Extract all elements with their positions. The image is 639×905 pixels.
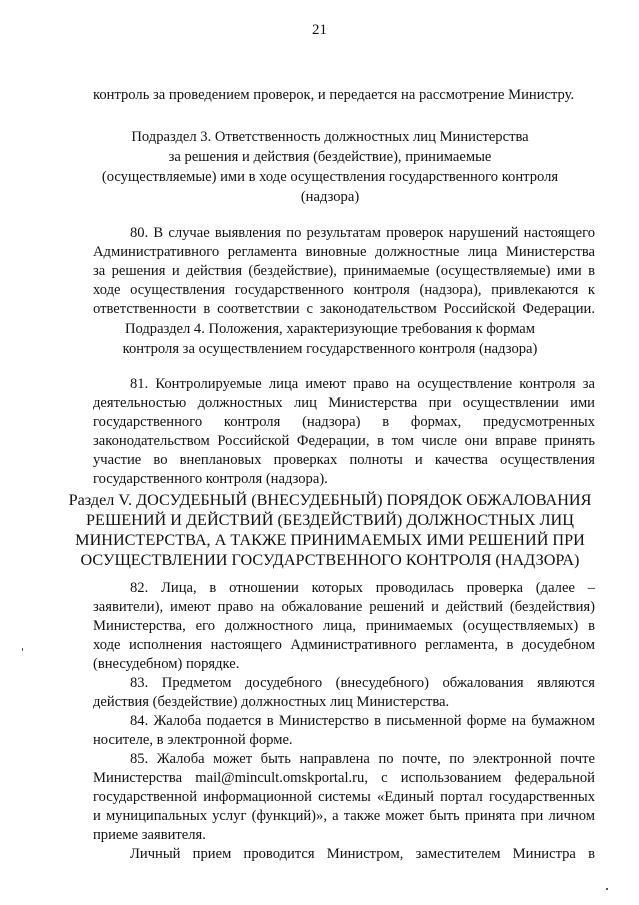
paragraph-line: Административного регламента виновные должностные лица Министерства bbox=[93, 244, 595, 260]
heading-line: Подраздел 4. Положения, характеризующие требования к формам bbox=[124, 321, 536, 337]
paragraph-line: (внесудебном) порядке. bbox=[93, 656, 240, 672]
heading-line: за решения и действия (бездействие), принимаемые bbox=[168, 149, 492, 165]
paragraph-line: ответственности в соответствии с законодательством Российской Федерации. bbox=[93, 301, 595, 317]
section-heading-line: РЕШЕНИЙ И ДЕЙСТВИЙ (БЕЗДЕЙСТВИЙ) ДОЛЖНОСТНЫХ ЛИЦ bbox=[86, 511, 574, 529]
paragraph-line: государственной информационной системы «Единый портал государственных bbox=[93, 789, 595, 805]
paragraph-line: 85. Жалоба может быть направлена по почте, по электронной почте bbox=[130, 751, 595, 767]
paragraph-line: заявители), имеют право на обжалование решений и действий (бездействия) bbox=[93, 599, 595, 615]
paragraph-line: 82. Лица, в отношении которых проводилась проверка (далее – bbox=[130, 580, 595, 596]
intro-line: контроль за проведением проверок, и передается на рассмотрение Министру. bbox=[93, 87, 575, 103]
paragraph-line: Министерства mail@mincult.omskportal.ru, с использованием федеральной bbox=[93, 770, 595, 786]
paragraph-line: Министерства, его должностного лица, принимаемых (осуществляемых) в bbox=[93, 618, 595, 634]
section-heading-line: ОСУЩЕСТВЛЕНИИ ГОСУДАРСТВЕННОГО КОНТРОЛЯ (НАДЗОРА) bbox=[80, 551, 580, 569]
scan-speck bbox=[22, 648, 23, 651]
heading-line: (осуществляемые) ими в ходе осуществления государственного контроля bbox=[101, 169, 559, 185]
paragraph-line: участие во внеплановых проверках полноты и качества осуществления bbox=[93, 452, 595, 468]
paragraph-line: государственного контроля (надзора) в формах, предусмотренных bbox=[93, 414, 595, 430]
paragraph-line: 84. Жалоба подается в Министерство в письменной форме на бумажном bbox=[130, 713, 595, 729]
paragraph-line: за решения и действия (бездействие), принимаемые (осуществляемые) ими в bbox=[93, 263, 595, 279]
scan-speck bbox=[606, 888, 608, 890]
section-heading-line: МИНИСТЕРСТВА, А ТАКЖЕ ПРИНИМАЕМЫХ ИМИ РЕШЕНИЙ ПРИ bbox=[75, 531, 585, 549]
paragraph-line: Личный прием проводится Министром, заместителем Министра в bbox=[130, 846, 595, 862]
heading-line: (надзора) bbox=[300, 189, 360, 205]
section-heading-line: Раздел V. ДОСУДЕБНЫЙ (ВНЕСУДЕБНЫЙ) ПОРЯДОК ОБЖАЛОВАНИЯ bbox=[68, 491, 592, 509]
paragraph-line: носителе, в электронной форме. bbox=[93, 732, 293, 748]
paragraph-line: ходе исполнения настоящего Административного регламента, в досудебном bbox=[93, 637, 595, 653]
paragraph-line: приеме заявителя. bbox=[93, 827, 206, 843]
paragraph-line: деятельностью должностных лиц Министерства при осуществлении ими bbox=[93, 395, 595, 411]
paragraph-line: действия (бездействие) должностных лиц Министерства. bbox=[93, 694, 450, 710]
paragraph-line: 80. В случае выявления по результатам проверок нарушений настоящего bbox=[130, 225, 595, 241]
heading-line: Подраздел 3. Ответственность должностных лиц Министерства bbox=[131, 129, 529, 145]
page-number: 21 bbox=[312, 22, 327, 38]
paragraph-line: и муниципальных услуг (функций)», а также может быть принята при личном bbox=[93, 808, 595, 824]
paragraph-line: законодательством Российской Федерации, в том числе они вправе принять bbox=[93, 433, 595, 449]
paragraph-line: государственного контроля (надзора). bbox=[93, 471, 328, 487]
paragraph-line: 83. Предметом досудебного (внесудебного) обжалования являются bbox=[130, 675, 595, 691]
paragraph-line: ходе осуществления государственного контроля (надзора), привлекаются к bbox=[93, 282, 595, 298]
paragraph-line: 81. Контролируемые лица имеют право на осуществление контроля за bbox=[130, 376, 595, 392]
heading-line: контроля за осуществлением государственного контроля (надзора) bbox=[122, 341, 538, 357]
